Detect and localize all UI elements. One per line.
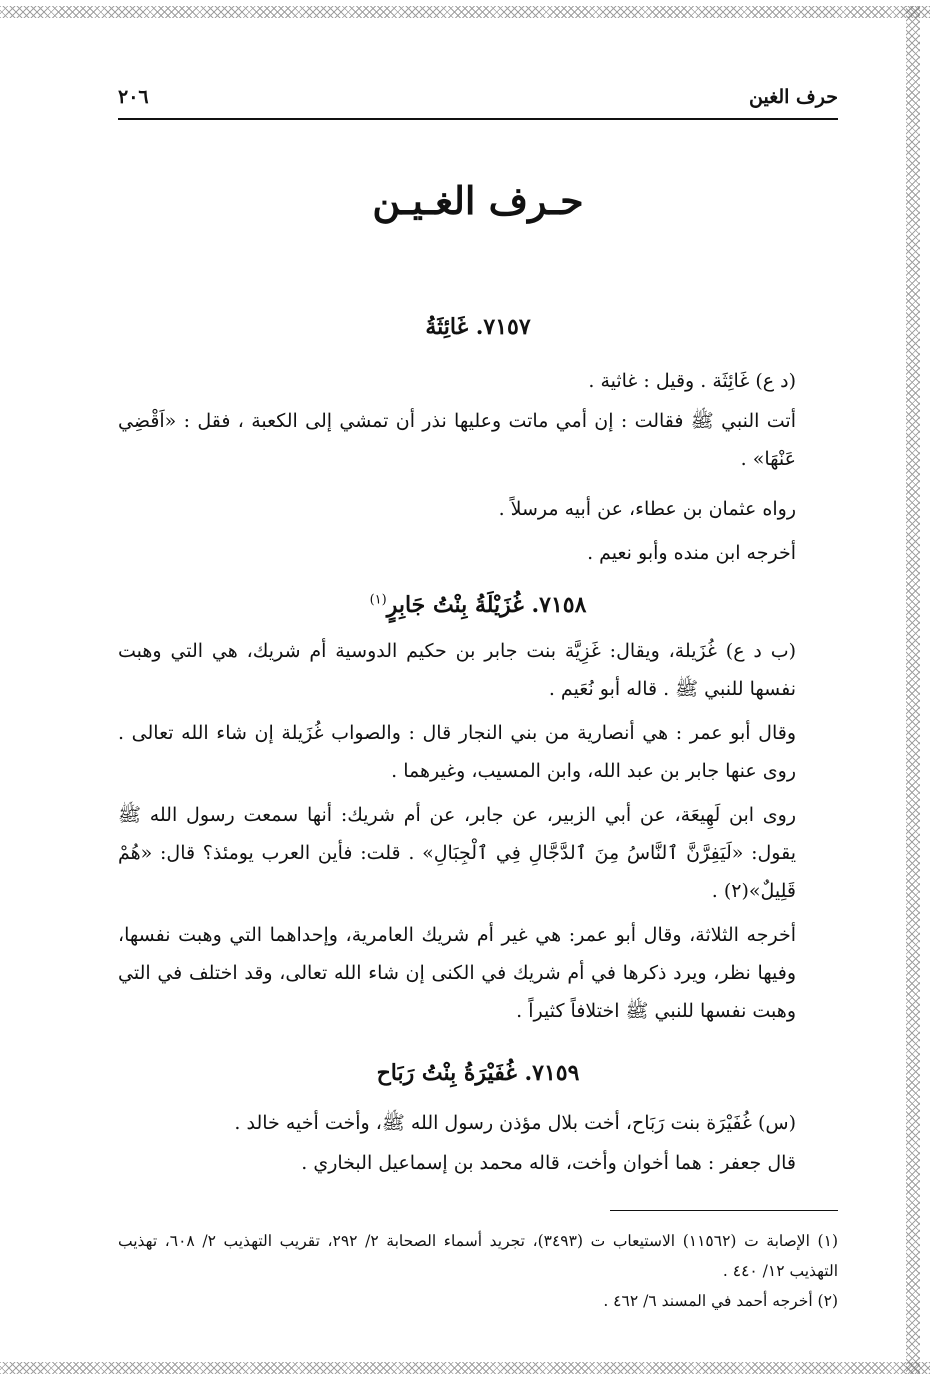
- page-number: ٢٠٦: [118, 86, 149, 108]
- footnote-1: (١) الإصابة ت (١١٥٦٢) الاستيعاب ت (٣٤٩٣)، تجريد أسماء الصحابة ٢/ ٢٩٢، تقريب التهذيب ٢/ ٦٠٨، تهذيب التهذيب ١٢/ ٤٤٠ .: [118, 1232, 838, 1280]
- entry-paragraph: (د ع) غَائِثَة . وقيل : غاثية .: [588, 370, 796, 392]
- entry-heading-text: ٧١٥٨. غُزَيْلَةُ بِنْتُ جَابِرٍ: [386, 592, 587, 618]
- book-page: [118, 70, 838, 1350]
- footnote-2: (٢) أخرجه أحمد في المسند ٦/ ٤٦٢ .: [603, 1292, 838, 1310]
- footnote-separator: [610, 1210, 838, 1211]
- entry-7158: [118, 592, 838, 618]
- entry-paragraph: رواه عثمان بن عطاء، عن أبيه مرسلاً .: [498, 498, 796, 520]
- entry-paragraph: قال جعفر : هما أخوان وأخت، قاله محمد بن إسماعيل البخاري .: [301, 1152, 796, 1174]
- decorative-border-top: [0, 6, 930, 18]
- entry-7159: [118, 1060, 838, 1086]
- entry-paragraph: وقال أبو عمر : هي أنصارية من بني النجار قال : والصواب غُزَيلة إن شاء الله تعالى . روى عنها جابر بن عبد الله، وابن المسيب، وغيرهما .: [118, 722, 796, 782]
- entry-7159-body: [118, 1104, 838, 1182]
- decorative-border-bottom: [0, 1362, 930, 1374]
- entry-paragraph: أخرجه ابن منده وأبو نعيم .: [587, 542, 796, 564]
- page-header: [118, 84, 838, 120]
- decorative-border-right: [906, 6, 920, 1374]
- entry-paragraph: (ب د ع) غُزَيلة، ويقال: غَزِيَّة بنت جابر بن حكيم الدوسية أم شريك، هي التي وهبت نفسها للنبي ﷺ . قاله أبو نُعَيم .: [118, 640, 796, 700]
- entry-paragraph: (س) غُفَيْرَة بنت رَبَاح، أخت بلال مؤذن رسول الله ﷺ، وأخت أخيه خالد .: [234, 1112, 796, 1134]
- running-title: حرف الغين: [749, 86, 838, 108]
- entry-paragraph: روى ابن لَهِيعَة، عن أبي الزبير، عن جابر، عن أم شريك: أنها سمعت رسول الله ﷺ يقول: «لَيَفِرَّنَّ ٱلنَّاسُ مِنَ ٱلدَّجَّالِ فِي ٱلْجِبَالِ» . قلت: فأين العرب يومئذ؟ قال: «هُمْ قَلِيلٌ»(٢) .: [118, 804, 796, 902]
- entry-heading: [118, 592, 838, 618]
- entry-7157: [118, 314, 838, 340]
- entry-heading: ٧١٥٧. غَائِثَةُ: [425, 314, 531, 340]
- chapter-title: حـرف الغـيـن: [372, 178, 584, 223]
- footnote-reference: (١): [369, 592, 387, 608]
- entry-7157-body: [118, 362, 838, 572]
- footnotes: [118, 1226, 838, 1316]
- entry-7158-body: [118, 632, 838, 1030]
- entry-paragraph: أخرجه الثلاثة، وقال أبو عمر: هي غير أم شريك العامرية، وإحداهما التي وهبت نفسها، وفيها نظر، ويرد ذكرها في أم شريك في الكنى إن شاء الله تعالى، وقد اختلف في التي وهبت نفسها للنبي ﷺ اختلافاً كثيراً .: [118, 924, 796, 1022]
- entry-paragraph: أتت النبي ﷺ فقالت : إن أمي ماتت وعليها نذر أن تمشي إلى الكعبة ، فقل : «اَقْضِي عَنْهَا» .: [118, 410, 796, 470]
- entry-heading: ٧١٥٩. غُفَيْرَةُ بِنْتُ رَبَاح: [376, 1060, 580, 1086]
